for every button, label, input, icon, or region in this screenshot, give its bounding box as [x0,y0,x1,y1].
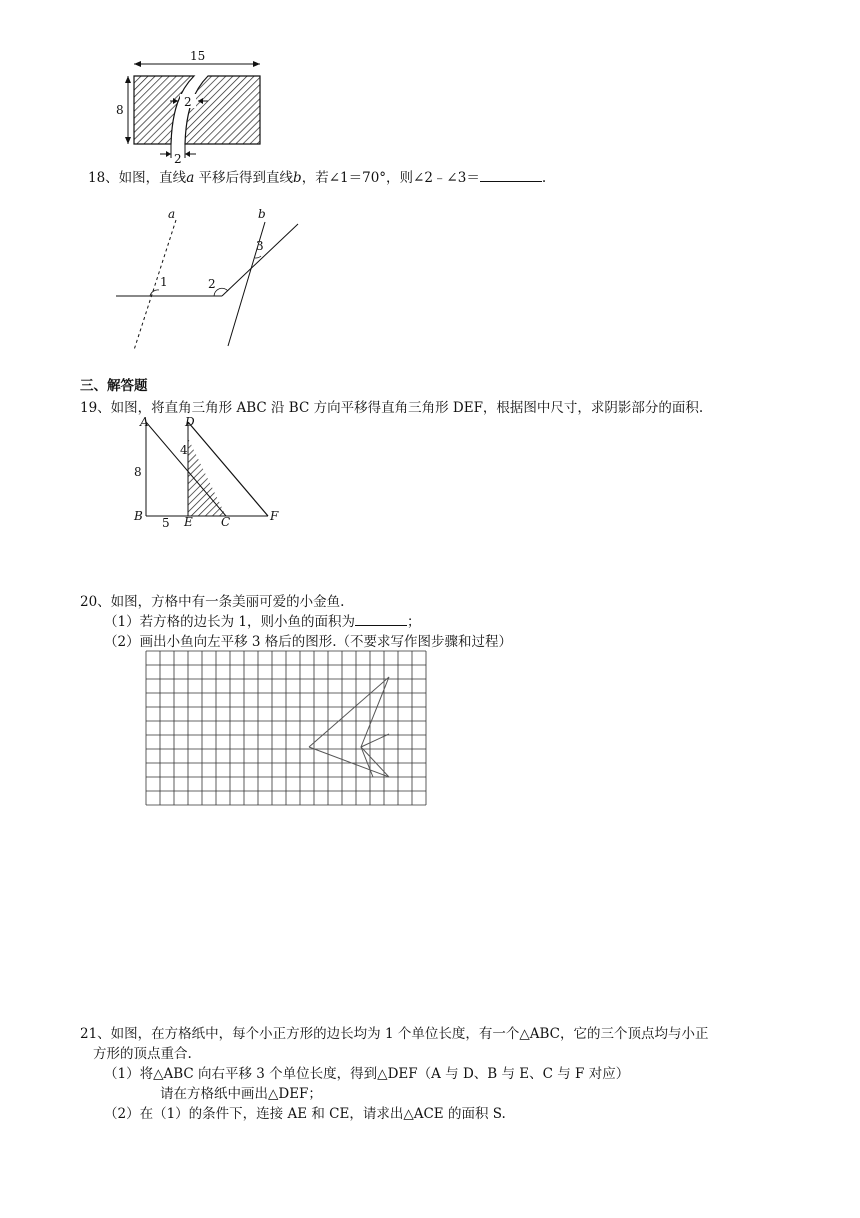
angle-1-label: 1 [160,275,168,289]
q20-answer-blank [355,613,407,626]
angle-2-label: 2 [208,277,216,291]
angle-3-label: 3 [256,239,264,253]
height-label: 8 [116,103,124,117]
q20-sub2: （2）画出小鱼向左平移 3 格后的图形.（不要求写作图步骤和过程） [104,634,513,650]
q21-sub2: （2）在（1）的条件下，连接 AE 和 CE，请求出△ACE 的面积 S. [104,1106,506,1122]
fish-shape [309,677,389,777]
point-d-label: D [185,415,195,429]
gap-bottom-label: 2 [174,152,182,166]
q18-answer-blank [480,169,542,182]
q21-line1: 21、如图，在方格纸中，每个小正方形的边长均为 1 个单位长度，有一个△ABC，它的三个顶点均与小正 [80,1026,709,1042]
point-c-label: C [221,515,231,529]
q18-mid: 平移后得到直线 [194,170,294,186]
question-19: 19、如图，将直角三角形 ABC 沿 BC 方向平移得直角三角形 DEF，根据图中尺寸，求阴影部分的面积. [80,400,704,416]
length-8-label: 8 [134,465,142,479]
section-title: 三、解答题 [80,378,148,394]
road-figure [110,50,270,165]
q20-sub1 [104,610,420,630]
q18-var-b: b [293,170,302,186]
point-a-label: A [140,415,149,429]
parallel-lines-figure [110,200,310,350]
q20-sub1-prefix: （1）若方格的边长为 1，则小鱼的面积为 [104,614,355,630]
q20-sub1-suffix: ； [406,614,421,630]
q18-prefix: 18、如图，直线 [88,170,187,186]
point-b-label: B [134,509,143,523]
point-f-label: F [270,509,279,523]
q21-sub1: （1）将△ABC 向右平移 3 个单位长度，得到△DEF（A 与 D、B 与 E、C 与 F 对应） [104,1066,630,1082]
q18-suffix: ，若∠1＝70°，则∠2﹣∠3＝ [301,170,480,186]
length-5-label: 5 [162,516,170,530]
point-e-label: E [184,515,193,529]
gap-top-label: 2 [184,95,192,109]
fish-grid [145,650,431,805]
question-20: 20、如图，方格中有一条美丽可爱的小金鱼. [80,594,345,610]
q18-end: . [541,170,547,186]
q21-line2: 方形的顶点重合. [93,1046,192,1062]
q21-sub1b: 请在方格纸中画出△DEF； [160,1086,322,1102]
q18-var-a: a [186,170,195,186]
length-4-label: 4 [180,443,188,457]
label-a: a [168,207,176,221]
translated-triangles-figure [130,414,290,530]
label-b: b [258,207,266,221]
width-label: 15 [190,49,206,63]
question-18 [88,166,546,186]
